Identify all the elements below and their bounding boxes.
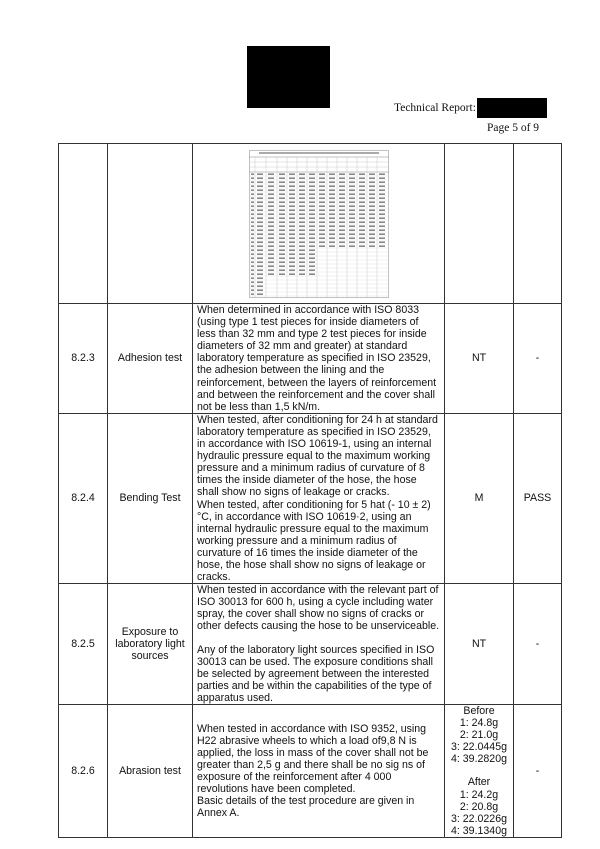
requirement-text — [193, 413, 445, 583]
verdict: PASS — [514, 413, 562, 583]
requirement-paragraph: When tested in accordance with ISO 9352, using H22 abrasive wheels to which a load of9,8 N is applied, the loss in mass of the cover shall not be greater than 2,5 g and there shall be no sig ns of exposure of the reinforcement after 4 000 revolutions have been completed. — [197, 722, 429, 796]
clause-number: 8.2.5 — [59, 584, 108, 705]
requirement-text — [193, 584, 445, 705]
verdict: - — [514, 705, 562, 838]
result-value: 3: 22.0226g — [451, 812, 507, 825]
requirement-paragraph: When determined in accordance with ISO 8033 (using type 1 test pieces for inside diameters of less than 32 mm and type 2 test pieces for inside diameters of 32 mm and greater) at standard laboratory temperature as specified in ISO 23529, the adhesion between the lining and the reinforcement, between the layers of reinforcement and between the reinforcement and the cover shall not be less than 1,5 kN/m. — [197, 304, 437, 413]
requirement-text — [193, 304, 445, 414]
requirement-paragraph: When tested in accordance with the relevant part of ISO 30013 for 600 h, using a cycle including water spray, the cover shall show no signs of cracks or other defects causing the hose to be unserviceable. — [197, 584, 440, 633]
clause-number: 8.2.4 — [59, 413, 108, 583]
test-result: M — [445, 413, 514, 583]
verdict: - — [514, 304, 562, 414]
test-result: NT — [445, 584, 514, 705]
embedded-reference-table — [249, 150, 389, 298]
requirements-table — [58, 143, 562, 838]
result-value: 4: 39.2820g — [451, 753, 507, 766]
test-name: Adhesion test — [108, 304, 193, 414]
table-row — [59, 144, 562, 304]
page-number: Page 5 of 9 — [487, 122, 540, 134]
result-after-label: After — [467, 776, 491, 789]
verdict: - — [514, 584, 562, 705]
table-row — [59, 584, 562, 705]
clause-number: 8.2.6 — [59, 705, 108, 838]
report-label: Technical Report: — [394, 102, 476, 114]
requirement-text — [193, 705, 445, 838]
requirement-paragraph: When tested, after conditioning for 5 hat (- 10 ± 2) °C, in accordance with ISO 10619·2, using an internal hydraulic pressure equal to the maximum working pressure and a minimum radius of curvature of 16 times the inside diameter of the hose, the hose shall show no signs of leakage or cracks. — [197, 498, 431, 584]
result-value: 4: 39.1340g — [451, 824, 507, 837]
result-value: 3: 22.0445g — [451, 741, 507, 754]
embedded-table-image — [193, 144, 445, 304]
report-number-line — [394, 98, 547, 118]
table-row — [59, 413, 562, 583]
result-value: 1: 24.2g — [459, 788, 499, 801]
requirement-paragraph: Basic details of the test procedure are given in Annex A. — [197, 795, 415, 820]
requirement-paragraph: Any of the laboratory light sources specified in ISO 30013 can be used. The exposure conditions shall be selected by agreement between the interested parties and be within the capabilities of the type of apparatus used. — [197, 643, 435, 704]
company-logo — [247, 46, 330, 108]
table-row — [59, 705, 562, 838]
result-value: 2: 20.8g — [459, 800, 499, 813]
test-name: Bending Test — [108, 413, 193, 583]
result-before-label: Before — [463, 705, 495, 717]
test-name: Abrasion test — [108, 705, 193, 838]
table-row — [59, 304, 562, 414]
test-name: Exposure to laboratory light sources — [108, 584, 193, 705]
result-value: 1: 24.8g — [459, 717, 499, 730]
requirement-paragraph: When tested, after conditioning for 24 h at standard laboratory temperature as specified in ISO 23529, in accordance with ISO 10619-1, using an internal hydraulic pressure equal to the maximum working pressure and a minimum radius of curvature of 8 times the inside diameter of the hose, the hose shall show no signs of leakage or cracks. — [197, 413, 438, 499]
test-result: NT — [445, 304, 514, 414]
result-value: 2: 21.0g — [459, 729, 499, 742]
test-result — [445, 705, 514, 838]
clause-number: 8.2.3 — [59, 304, 108, 414]
redacted-report-number — [477, 98, 547, 118]
